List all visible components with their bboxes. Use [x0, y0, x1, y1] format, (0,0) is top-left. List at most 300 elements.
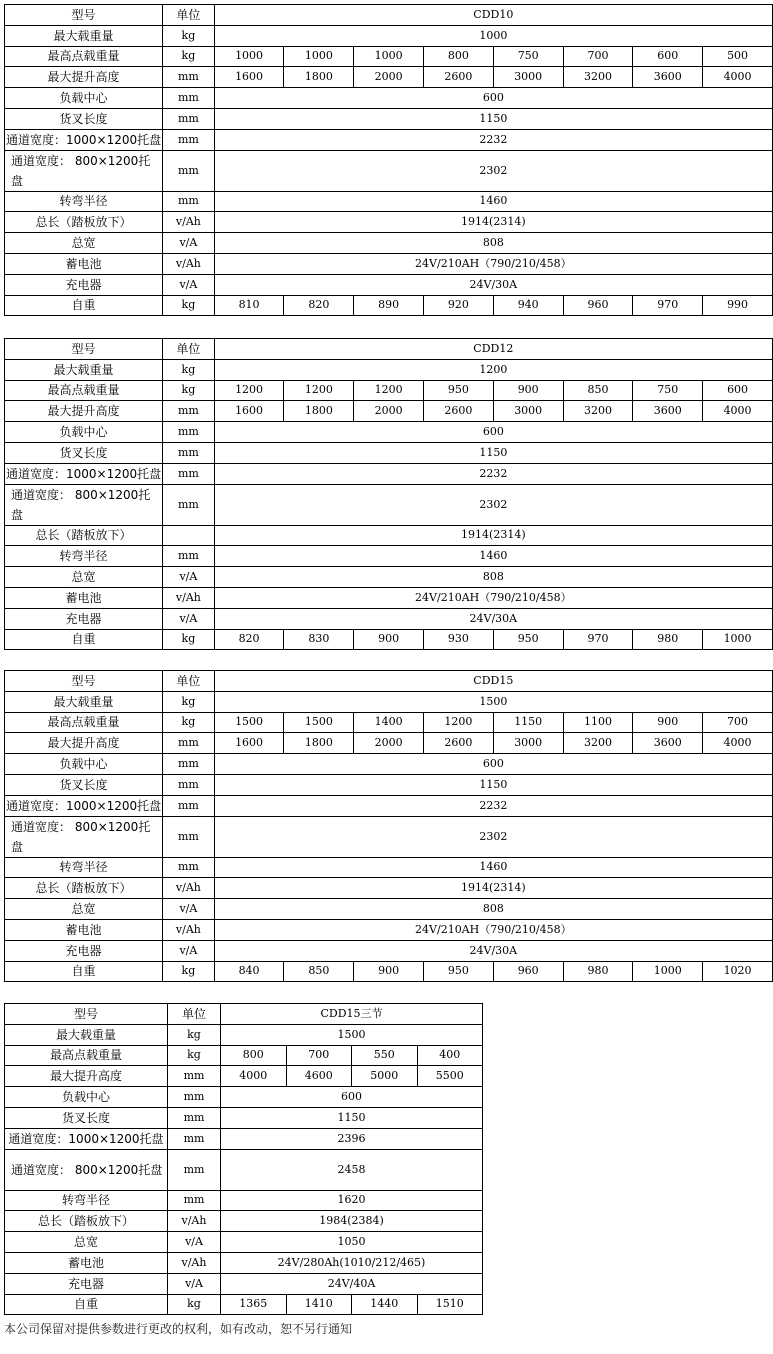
value-cell: 1984(2384): [221, 1211, 483, 1232]
model-name-cell: CDD15: [214, 671, 772, 692]
row-label-cell: 通道宽度：1000×1200托盘: [5, 463, 163, 484]
row-unit-cell: mm: [163, 816, 215, 857]
row-label-cell: 转弯半径: [5, 546, 163, 567]
table-row: [5, 587, 773, 608]
row-label-cell: 最大载重量: [5, 359, 163, 380]
value-cell: 3600: [633, 67, 703, 88]
value-cell: 1460: [214, 546, 772, 567]
table-row: [5, 274, 773, 295]
value-cell: 1600: [214, 733, 284, 754]
table-row: [5, 88, 773, 109]
value-cell: 1000: [284, 46, 354, 67]
row-unit-cell: mm: [163, 88, 215, 109]
row-unit-cell: mm: [168, 1066, 221, 1087]
value-cell: 900: [354, 961, 424, 982]
value-cell: 950: [424, 380, 494, 401]
table-row: [5, 816, 773, 857]
row-unit-cell: mm: [163, 422, 215, 443]
value-cell: 24V/210AH（790/210/458）: [214, 919, 772, 940]
table-row: [5, 463, 773, 484]
header-label-cell: 型号: [5, 1004, 168, 1025]
model-name-cell: CDD15三节: [221, 1004, 483, 1025]
row-unit-cell: mm: [163, 129, 215, 150]
table-row: [5, 359, 773, 380]
row-unit-cell: v/Ah: [163, 878, 215, 899]
value-cell: 1440: [352, 1294, 418, 1315]
value-cell: 24V/30A: [214, 274, 772, 295]
table-row: [5, 857, 773, 878]
row-label-cell: 最高点载重量: [5, 1045, 168, 1066]
value-cell: 940: [493, 295, 563, 316]
table-row: [5, 46, 773, 67]
table-row: [5, 940, 773, 961]
row-label-cell: 总长（踏板放下）: [5, 525, 163, 546]
row-unit-cell: mm: [168, 1107, 221, 1128]
row-unit-cell: kg: [163, 380, 215, 401]
value-cell: 950: [424, 961, 494, 982]
row-unit-cell: kg: [163, 629, 215, 650]
row-label-cell: 通道宽度： 800×1200托盘: [5, 816, 163, 857]
header-unit-cell: 单位: [163, 5, 215, 26]
row-unit-cell: kg: [163, 691, 215, 712]
value-cell: 4000: [221, 1066, 287, 1087]
value-cell: 980: [633, 629, 703, 650]
row-label-cell: 负载中心: [5, 88, 163, 109]
table-row: [5, 233, 773, 254]
row-label-cell: 总宽: [5, 899, 163, 920]
value-cell: 1150: [221, 1107, 483, 1128]
row-label-cell: 转弯半径: [5, 857, 163, 878]
value-cell: 1200: [354, 380, 424, 401]
value-cell: 4000: [703, 401, 773, 422]
value-cell: 1800: [284, 401, 354, 422]
value-cell: 700: [286, 1045, 352, 1066]
value-cell: 3200: [563, 733, 633, 754]
table-row: [5, 67, 773, 88]
row-label-cell: 通道宽度： 800×1200托盘: [5, 484, 163, 525]
value-cell: 960: [563, 295, 633, 316]
table-row: [5, 1107, 483, 1128]
value-cell: 1200: [214, 359, 772, 380]
row-label-cell: 蓄电池: [5, 1252, 168, 1273]
value-cell: 1150: [214, 108, 772, 129]
row-unit-cell: mm: [163, 484, 215, 525]
value-cell: 4600: [286, 1066, 352, 1087]
value-cell: 400: [417, 1045, 483, 1066]
value-cell: 820: [214, 629, 284, 650]
row-unit-cell: mm: [163, 150, 215, 191]
row-label-cell: 自重: [5, 961, 163, 982]
header-row: [5, 1004, 483, 1025]
row-label-cell: 通道宽度：1000×1200托盘: [5, 129, 163, 150]
row-label-cell: 通道宽度： 800×1200托盘: [5, 150, 163, 191]
row-unit-cell: kg: [163, 712, 215, 733]
value-cell: 1460: [214, 191, 772, 212]
value-cell: 24V/30A: [214, 940, 772, 961]
table-row: [5, 1211, 483, 1232]
header-label-cell: 型号: [5, 339, 163, 360]
row-label-cell: 最大载重量: [5, 1024, 168, 1045]
value-cell: 980: [563, 961, 633, 982]
value-cell: 1500: [221, 1024, 483, 1045]
row-unit-cell: mm: [168, 1149, 221, 1190]
value-cell: 3600: [633, 401, 703, 422]
spec-table-0: [4, 4, 773, 316]
table-row: [5, 380, 773, 401]
table-row: [5, 567, 773, 588]
row-label-cell: 货叉长度: [5, 1107, 168, 1128]
row-unit-cell: v/A: [163, 940, 215, 961]
value-cell: 800: [221, 1045, 287, 1066]
value-cell: 1914(2314): [214, 525, 772, 546]
row-label-cell: 总长（踏板放下）: [5, 212, 163, 233]
row-label-cell: 蓄电池: [5, 253, 163, 274]
value-cell: 2396: [221, 1128, 483, 1149]
row-label-cell: 货叉长度: [5, 774, 163, 795]
value-cell: 2458: [221, 1149, 483, 1190]
value-cell: 1150: [214, 442, 772, 463]
model-name-cell: CDD12: [214, 339, 772, 360]
row-unit-cell: v/A: [163, 233, 215, 254]
value-cell: 2302: [214, 484, 772, 525]
spec-table-3: [4, 1003, 483, 1315]
row-unit-cell: v/A: [168, 1232, 221, 1253]
value-cell: 600: [633, 46, 703, 67]
row-label-cell: 充电器: [5, 274, 163, 295]
row-unit-cell: mm: [163, 401, 215, 422]
row-unit-cell: mm: [163, 67, 215, 88]
value-cell: 970: [633, 295, 703, 316]
table-row: [5, 1087, 483, 1108]
row-unit-cell: mm: [168, 1128, 221, 1149]
row-label-cell: 充电器: [5, 1273, 168, 1294]
value-cell: 600: [703, 380, 773, 401]
table-row: [5, 919, 773, 940]
value-cell: 920: [424, 295, 494, 316]
table-row: [5, 608, 773, 629]
row-unit-cell: kg: [163, 295, 215, 316]
value-cell: 1800: [284, 67, 354, 88]
value-cell: 2600: [424, 401, 494, 422]
table-row: [5, 1149, 483, 1190]
value-cell: 5000: [352, 1066, 418, 1087]
table-row: [5, 733, 773, 754]
row-unit-cell: kg: [168, 1024, 221, 1045]
row-unit-cell: v/Ah: [168, 1211, 221, 1232]
value-cell: 890: [354, 295, 424, 316]
value-cell: 900: [354, 629, 424, 650]
table-row: [5, 212, 773, 233]
header-row: [5, 671, 773, 692]
row-label-cell: 负载中心: [5, 422, 163, 443]
value-cell: 600: [214, 88, 772, 109]
value-cell: 1365: [221, 1294, 287, 1315]
value-cell: 3600: [633, 733, 703, 754]
value-cell: 2000: [354, 733, 424, 754]
row-unit-cell: v/Ah: [163, 212, 215, 233]
value-cell: 1000: [214, 46, 284, 67]
row-label-cell: 自重: [5, 1294, 168, 1315]
row-label-cell: 总宽: [5, 567, 163, 588]
row-label-cell: 总宽: [5, 1232, 168, 1253]
value-cell: 1500: [214, 691, 772, 712]
spec-table-1: [4, 338, 773, 650]
value-cell: 2000: [354, 401, 424, 422]
row-label-cell: 自重: [5, 295, 163, 316]
value-cell: 2232: [214, 795, 772, 816]
table-row: [5, 150, 773, 191]
row-unit-cell: kg: [163, 961, 215, 982]
row-label-cell: 蓄电池: [5, 919, 163, 940]
disclaimer-note: 本公司保留对提供参数进行更改的权利，如有改动，恕不另行通知: [4, 1322, 353, 1336]
value-cell: 3200: [563, 401, 633, 422]
value-cell: 1400: [354, 712, 424, 733]
value-cell: 960: [493, 961, 563, 982]
row-unit-cell: mm: [168, 1190, 221, 1211]
header-unit-cell: 单位: [168, 1004, 221, 1025]
value-cell: 500: [703, 46, 773, 67]
value-cell: 600: [214, 422, 772, 443]
row-label-cell: 最大载重量: [5, 25, 163, 46]
spec-table-2: [4, 670, 773, 982]
row-unit-cell: [163, 525, 215, 546]
value-cell: 1620: [221, 1190, 483, 1211]
value-cell: 2600: [424, 67, 494, 88]
value-cell: 1500: [284, 712, 354, 733]
value-cell: 950: [493, 629, 563, 650]
value-cell: 830: [284, 629, 354, 650]
row-unit-cell: mm: [163, 774, 215, 795]
model-name-cell: CDD10: [214, 5, 772, 26]
value-cell: 1800: [284, 733, 354, 754]
header-row: [5, 339, 773, 360]
row-unit-cell: mm: [163, 754, 215, 775]
value-cell: 990: [703, 295, 773, 316]
table-row: [5, 1128, 483, 1149]
row-unit-cell: v/A: [163, 608, 215, 629]
value-cell: 930: [424, 629, 494, 650]
row-unit-cell: v/Ah: [163, 919, 215, 940]
table-row: [5, 1232, 483, 1253]
table-row: [5, 546, 773, 567]
value-cell: 5500: [417, 1066, 483, 1087]
row-unit-cell: mm: [163, 463, 215, 484]
table-row: [5, 878, 773, 899]
table-row: [5, 754, 773, 775]
value-cell: 3200: [563, 67, 633, 88]
row-unit-cell: mm: [163, 191, 215, 212]
table-row: [5, 25, 773, 46]
row-label-cell: 最大提升高度: [5, 67, 163, 88]
header-unit-cell: 单位: [163, 671, 215, 692]
value-cell: 1020: [703, 961, 773, 982]
value-cell: 1000: [703, 629, 773, 650]
value-cell: 1600: [214, 67, 284, 88]
table-row: [5, 961, 773, 982]
value-cell: 1150: [214, 774, 772, 795]
table-row: [5, 129, 773, 150]
value-cell: 820: [284, 295, 354, 316]
header-label-cell: 型号: [5, 5, 163, 26]
row-unit-cell: mm: [168, 1087, 221, 1108]
row-label-cell: 通道宽度： 800×1200托盘: [5, 1149, 168, 1190]
value-cell: 700: [563, 46, 633, 67]
row-unit-cell: kg: [163, 359, 215, 380]
value-cell: 850: [284, 961, 354, 982]
header-unit-cell: 单位: [163, 339, 215, 360]
value-cell: 2302: [214, 150, 772, 191]
table-row: [5, 795, 773, 816]
value-cell: 750: [493, 46, 563, 67]
value-cell: 850: [563, 380, 633, 401]
value-cell: 2000: [354, 67, 424, 88]
value-cell: 1100: [563, 712, 633, 733]
row-label-cell: 负载中心: [5, 754, 163, 775]
header-label-cell: 型号: [5, 671, 163, 692]
value-cell: 1200: [284, 380, 354, 401]
value-cell: 1460: [214, 857, 772, 878]
row-label-cell: 通道宽度：1000×1200托盘: [5, 1128, 168, 1149]
table-row: [5, 295, 773, 316]
value-cell: 1600: [214, 401, 284, 422]
table-row: [5, 1190, 483, 1211]
table-row: [5, 1024, 483, 1045]
table-row: [5, 1045, 483, 1066]
value-cell: 600: [214, 754, 772, 775]
value-cell: 1200: [214, 380, 284, 401]
value-cell: 1000: [354, 46, 424, 67]
table-row: [5, 691, 773, 712]
value-cell: 24V/210AH（790/210/458）: [214, 253, 772, 274]
row-label-cell: 总宽: [5, 233, 163, 254]
row-label-cell: 最高点载重量: [5, 712, 163, 733]
value-cell: 840: [214, 961, 284, 982]
row-label-cell: 充电器: [5, 608, 163, 629]
row-unit-cell: mm: [163, 546, 215, 567]
row-unit-cell: v/Ah: [163, 253, 215, 274]
value-cell: 900: [493, 380, 563, 401]
row-unit-cell: v/A: [163, 899, 215, 920]
value-cell: 808: [214, 899, 772, 920]
row-unit-cell: mm: [163, 857, 215, 878]
table-row: [5, 1294, 483, 1315]
value-cell: 800: [424, 46, 494, 67]
value-cell: 1000: [214, 25, 772, 46]
table-row: [5, 1273, 483, 1294]
value-cell: 700: [703, 712, 773, 733]
value-cell: 2302: [214, 816, 772, 857]
row-unit-cell: kg: [163, 46, 215, 67]
table-row: [5, 774, 773, 795]
value-cell: 750: [633, 380, 703, 401]
value-cell: 24V/40A: [221, 1273, 483, 1294]
table-row: [5, 422, 773, 443]
row-label-cell: 最大提升高度: [5, 401, 163, 422]
row-label-cell: 货叉长度: [5, 442, 163, 463]
value-cell: 1150: [493, 712, 563, 733]
table-row: [5, 442, 773, 463]
row-label-cell: 货叉长度: [5, 108, 163, 129]
value-cell: 4000: [703, 67, 773, 88]
value-cell: 1050: [221, 1232, 483, 1253]
header-row: [5, 5, 773, 26]
value-cell: 970: [563, 629, 633, 650]
row-label-cell: 蓄电池: [5, 587, 163, 608]
value-cell: 24V/30A: [214, 608, 772, 629]
value-cell: 900: [633, 712, 703, 733]
row-label-cell: 通道宽度：1000×1200托盘: [5, 795, 163, 816]
table-row: [5, 401, 773, 422]
table-row: [5, 712, 773, 733]
table-row: [5, 1066, 483, 1087]
value-cell: 808: [214, 567, 772, 588]
row-label-cell: 总长（踏板放下）: [5, 1211, 168, 1232]
value-cell: 810: [214, 295, 284, 316]
table-row: [5, 1252, 483, 1273]
row-unit-cell: v/Ah: [163, 587, 215, 608]
row-unit-cell: mm: [163, 442, 215, 463]
row-unit-cell: kg: [168, 1294, 221, 1315]
table-row: [5, 899, 773, 920]
value-cell: 1510: [417, 1294, 483, 1315]
row-label-cell: 充电器: [5, 940, 163, 961]
value-cell: 24V/210AH（790/210/458）: [214, 587, 772, 608]
table-row: [5, 253, 773, 274]
value-cell: 4000: [703, 733, 773, 754]
value-cell: 3000: [493, 67, 563, 88]
row-label-cell: 自重: [5, 629, 163, 650]
table-row: [5, 191, 773, 212]
table-row: [5, 484, 773, 525]
value-cell: 1500: [214, 712, 284, 733]
value-cell: 550: [352, 1045, 418, 1066]
value-cell: 3000: [493, 401, 563, 422]
value-cell: 24V/280Ah(1010/212/465): [221, 1252, 483, 1273]
row-label-cell: 最大提升高度: [5, 1066, 168, 1087]
table-row: [5, 108, 773, 129]
value-cell: 600: [221, 1087, 483, 1108]
row-label-cell: 转弯半径: [5, 191, 163, 212]
row-unit-cell: v/Ah: [168, 1252, 221, 1273]
row-unit-cell: kg: [163, 25, 215, 46]
value-cell: 2232: [214, 129, 772, 150]
value-cell: 808: [214, 233, 772, 254]
row-unit-cell: mm: [163, 733, 215, 754]
value-cell: 1914(2314): [214, 878, 772, 899]
row-label-cell: 最高点载重量: [5, 46, 163, 67]
row-label-cell: 最大提升高度: [5, 733, 163, 754]
value-cell: 1000: [633, 961, 703, 982]
value-cell: 1410: [286, 1294, 352, 1315]
row-label-cell: 转弯半径: [5, 1190, 168, 1211]
value-cell: 2232: [214, 463, 772, 484]
value-cell: 1914(2314): [214, 212, 772, 233]
row-label-cell: 最高点载重量: [5, 380, 163, 401]
row-unit-cell: mm: [163, 108, 215, 129]
value-cell: 3000: [493, 733, 563, 754]
row-unit-cell: v/A: [163, 567, 215, 588]
row-label-cell: 总长（踏板放下）: [5, 878, 163, 899]
table-row: [5, 629, 773, 650]
value-cell: 1200: [424, 712, 494, 733]
row-unit-cell: kg: [168, 1045, 221, 1066]
row-unit-cell: v/A: [163, 274, 215, 295]
row-label-cell: 负载中心: [5, 1087, 168, 1108]
row-unit-cell: v/A: [168, 1273, 221, 1294]
table-row: [5, 525, 773, 546]
value-cell: 2600: [424, 733, 494, 754]
row-label-cell: 最大载重量: [5, 691, 163, 712]
